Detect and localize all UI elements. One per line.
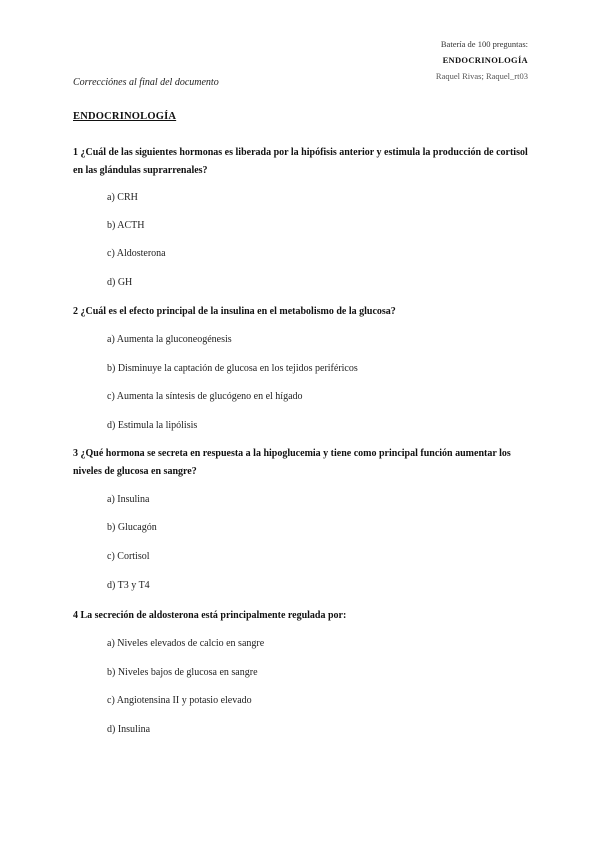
question-3: 3 ¿Qué hormona se secreta en respuesta a la hipoglucemia y tiene como principal función aumentar los niveles de glucosa en sangre?: [73, 448, 511, 477]
question-1-option-a: a) CRH: [107, 192, 138, 203]
question-2-option-c: c) Aumenta la síntesis de glucógeno en el hígado: [107, 391, 303, 402]
question-2-option-b: b) Disminuye la captación de glucosa en los tejidos periféricos: [107, 363, 358, 374]
question-4-option-b: b) Niveles bajos de glucosa en sangre: [107, 667, 258, 678]
question-3-option-b: b) Glucagón: [107, 522, 157, 533]
question-3-option-c: c) Cortisol: [107, 551, 150, 562]
header-author: Raquel Rivas; Raquel_rt03: [435, 71, 528, 81]
question-4-option-d: d) Insulina: [107, 724, 151, 735]
question-1-option-b: b) ACTH: [107, 220, 145, 231]
header-subtitle: Batería de 100 preguntas:: [440, 39, 528, 49]
question-3-option-a: a) Insulina: [107, 494, 150, 505]
question-4-option-c: c) Angiotensina II y potasio elevado: [107, 695, 252, 706]
question-1: 1 ¿Cuál de las siguientes hormonas es liberada por la hipófisis anterior y estimula la producción de cortisol en las glándulas suprarrenales?: [73, 147, 528, 176]
question-2-option-d: d) Estimula la lipólisis: [107, 420, 198, 431]
header-title: ENDOCRINOLOGÍA: [442, 55, 528, 65]
question-4: 4 La secreción de aldosterona está principalmente regulada por:: [73, 610, 347, 621]
corrections-note: Correcciónes al final del documento: [73, 77, 219, 88]
question-1-option-c: c) Aldosterona: [107, 248, 166, 259]
section-title: ENDOCRINOLOGÍA: [73, 111, 177, 122]
question-1-option-d: d) GH: [107, 277, 133, 288]
page-header: [436, 36, 528, 84]
question-2: 2 ¿Cuál es el efecto principal de la insulina en el metabolismo de la glucosa?: [73, 306, 396, 317]
question-4-option-a: a) Niveles elevados de calcio en sangre: [107, 638, 265, 649]
question-2-option-a: a) Aumenta la gluconeogénesis: [107, 334, 232, 345]
question-3-option-d: d) T3 y T4: [107, 580, 150, 591]
